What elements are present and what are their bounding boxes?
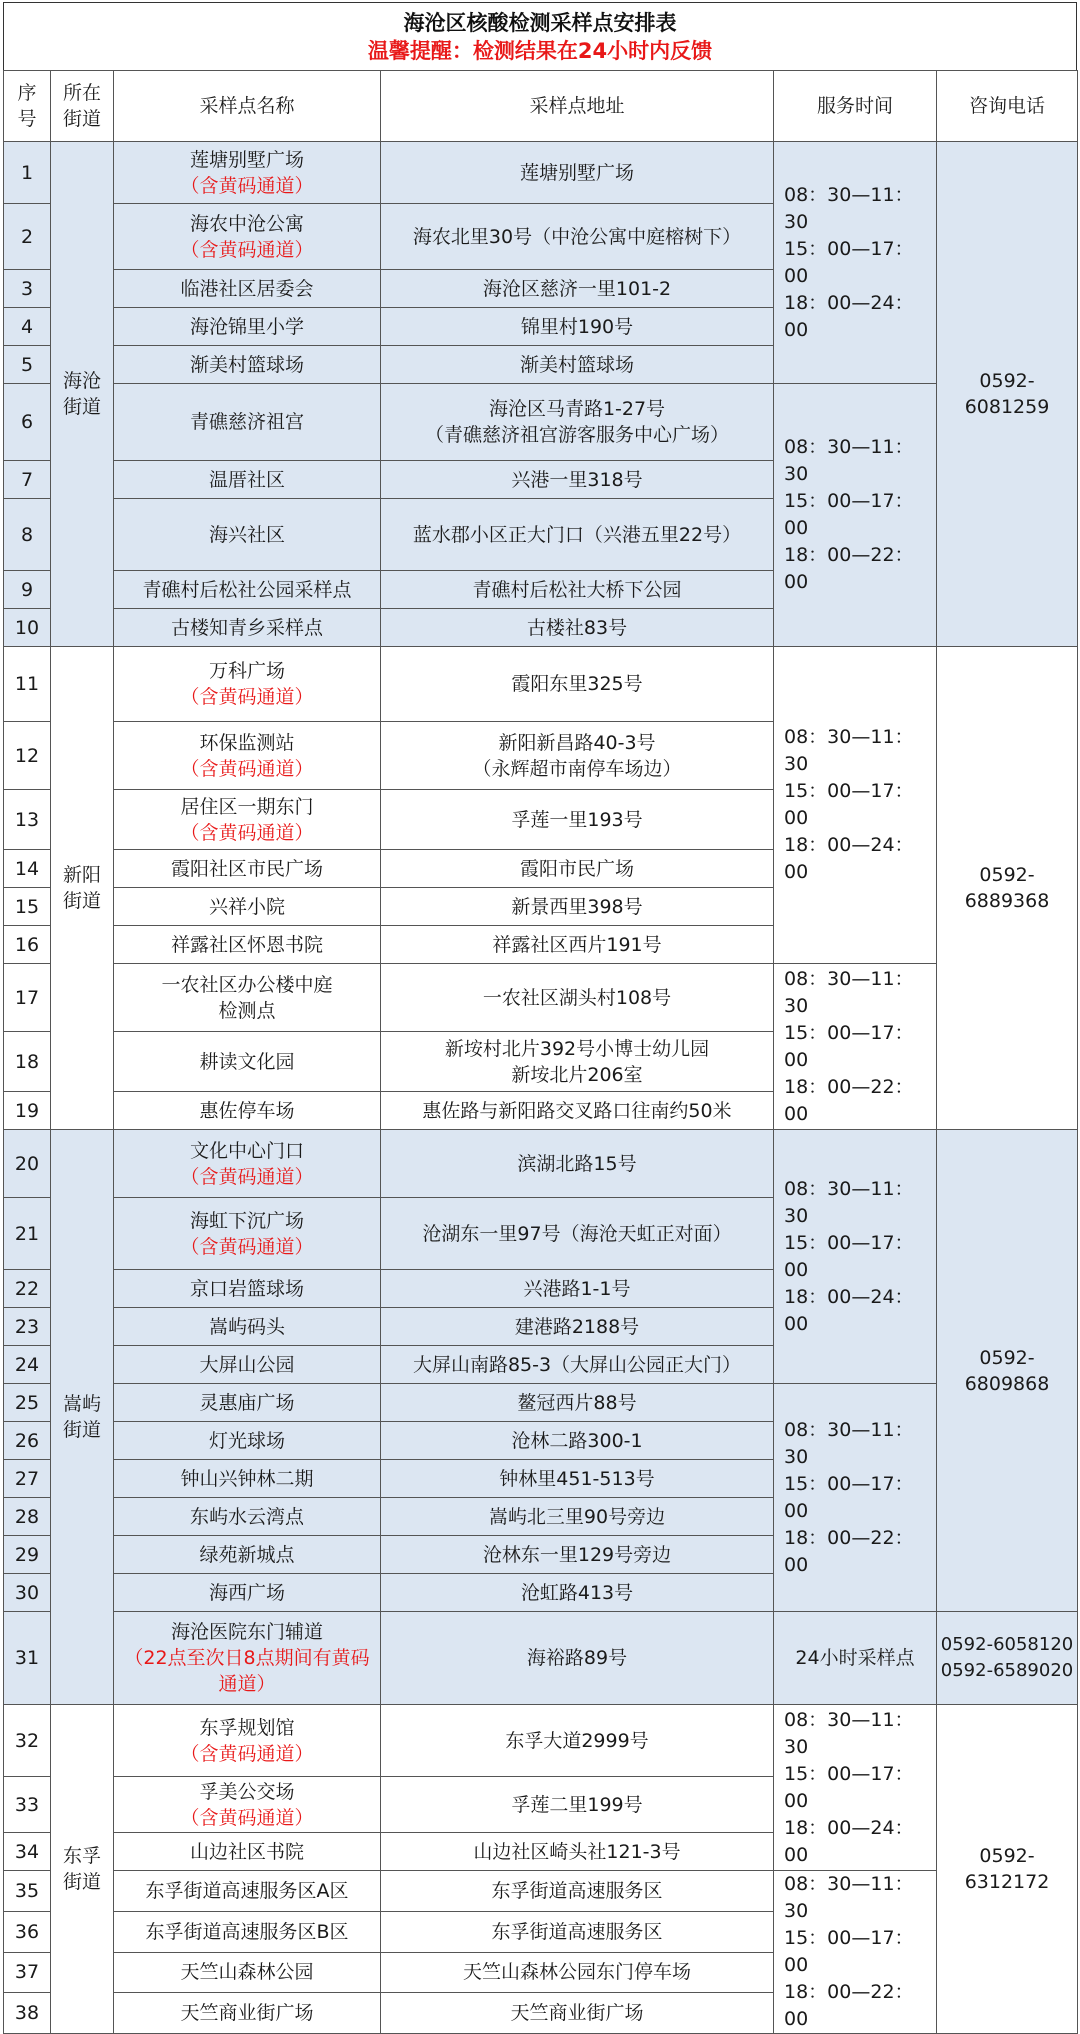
site-name: 青礁慈济祖宫	[114, 384, 381, 461]
phone-cell-hospital: 0592-6058120 0592-6589020	[937, 1612, 1078, 1705]
site-address: 海沧区马青路1-27号 （青礁慈济祖宫游客服务中心广场）	[381, 384, 774, 461]
site-address: 兴港路1-1号	[381, 1270, 774, 1308]
title-block	[3, 2, 1077, 70]
site-name: 京口岩篮球场	[114, 1270, 381, 1308]
table-row	[4, 1871, 1078, 1912]
row-no: 15	[4, 888, 51, 926]
site-address: 山边社区崎头社121-3号	[381, 1833, 774, 1871]
site-address: 孚莲一里193号	[381, 790, 774, 850]
site-address: 东孚街道高速服务区	[381, 1911, 774, 1952]
page-title: 海沧区核酸检测采样点安排表	[403, 11, 677, 35]
row-no: 36	[4, 1911, 51, 1952]
row-no: 7	[4, 461, 51, 499]
row-no: 25	[4, 1384, 51, 1422]
service-time: 08：30—11：30 15：00—17：00 18：00—24：00	[774, 1130, 937, 1384]
header-phone: 咨询电话	[937, 71, 1078, 142]
sampling-table	[3, 70, 1078, 2034]
row-no: 4	[4, 308, 51, 346]
site-address: 海裕路89号	[381, 1612, 774, 1705]
row-no: 22	[4, 1270, 51, 1308]
site-name: 山边社区书院	[114, 1833, 381, 1871]
row-no: 12	[4, 722, 51, 790]
site-name: 海沧锦里小学	[114, 308, 381, 346]
row-no: 17	[4, 964, 51, 1032]
service-time: 08：30—11：30 15：00—17：00 18：00—22：00	[774, 964, 937, 1130]
site-address: 沧林东一里129号旁边	[381, 1536, 774, 1574]
row-no: 19	[4, 1092, 51, 1130]
site-address: 青礁村后松社大桥下公园	[381, 571, 774, 609]
site-name: 灵惠庙广场	[114, 1384, 381, 1422]
row-no: 3	[4, 270, 51, 308]
header-address: 采样点地址	[381, 71, 774, 142]
site-name: 耕读文化园	[114, 1032, 381, 1092]
group-haicang	[4, 142, 1078, 647]
site-name: 东屿水云湾点	[114, 1498, 381, 1536]
street-cell: 新阳 街道	[51, 647, 114, 1130]
site-name: 渐美村篮球场	[114, 346, 381, 384]
row-no: 16	[4, 926, 51, 964]
site-name: 惠佐停车场	[114, 1092, 381, 1130]
site-name: 东孚街道高速服务区A区	[114, 1871, 381, 1912]
service-time: 08：30—11：30 15：00—17：00 18：00—22：00	[774, 1871, 937, 2034]
site-name: 大屏山公园	[114, 1346, 381, 1384]
site-address: 沧湖东一里97号（海沧天虹正对面）	[381, 1198, 774, 1270]
site-name: 天竺山森林公园	[114, 1952, 381, 1993]
row-no: 8	[4, 499, 51, 571]
row-no: 5	[4, 346, 51, 384]
site-address: 沧虹路413号	[381, 1574, 774, 1612]
header-row	[4, 71, 1078, 142]
site-name: 青礁村后松社公园采样点	[114, 571, 381, 609]
site-address: 兴港一里318号	[381, 461, 774, 499]
phone-cell: 0592-6081259	[937, 142, 1078, 647]
site-name: 绿苑新城点	[114, 1536, 381, 1574]
site-name: 临港社区居委会	[114, 270, 381, 308]
row-no: 9	[4, 571, 51, 609]
row-no: 24	[4, 1346, 51, 1384]
site-address: 祥露社区西片191号	[381, 926, 774, 964]
site-address: 东孚大道2999号	[381, 1705, 774, 1777]
row-no: 6	[4, 384, 51, 461]
site-address: 鳌冠西片88号	[381, 1384, 774, 1422]
row-no: 26	[4, 1422, 51, 1460]
site-address: 新垵村北片392号小博士幼儿园 新垵北片206室	[381, 1032, 774, 1092]
row-no: 20	[4, 1130, 51, 1198]
row-no: 18	[4, 1032, 51, 1092]
service-time-24h: 24小时采样点	[774, 1612, 937, 1705]
site-address: 大屏山南路85-3（大屏山公园正大门）	[381, 1346, 774, 1384]
service-time: 08：30—11：30 15：00—17：00 18：00—24：00	[774, 1705, 937, 1871]
site-address: 钟林里451-513号	[381, 1460, 774, 1498]
service-time: 08：30—11：30 15：00—17：00 18：00—24：00	[774, 142, 937, 384]
site-address: 霞阳东里325号	[381, 647, 774, 722]
row-no: 21	[4, 1198, 51, 1270]
site-name: 孚美公交场 （含黄码通道）	[114, 1777, 381, 1833]
service-time: 08：30—11：30 15：00—17：00 18：00—24：00	[774, 647, 937, 964]
site-name: 海虹下沉广场 （含黄码通道）	[114, 1198, 381, 1270]
row-no: 31	[4, 1612, 51, 1705]
site-address: 一农社区湖头村108号	[381, 964, 774, 1032]
phone-cell: 0592-6889368	[937, 647, 1078, 1130]
site-address: 建港路2188号	[381, 1308, 774, 1346]
site-name: 海沧医院东门辅道 （22点至次日8点期间有黄码 通道）	[114, 1612, 381, 1705]
table-row	[4, 142, 1078, 204]
row-no: 23	[4, 1308, 51, 1346]
row-no: 38	[4, 1993, 51, 2034]
site-address: 嵩屿北三里90号旁边	[381, 1498, 774, 1536]
row-no: 35	[4, 1871, 51, 1912]
table-row	[4, 1130, 1078, 1198]
site-name: 海农中沧公寓 （含黄码通道）	[114, 204, 381, 270]
row-no: 14	[4, 850, 51, 888]
site-address: 霞阳市民广场	[381, 850, 774, 888]
schedule-sheet	[3, 2, 1077, 2034]
site-address: 锦里村190号	[381, 308, 774, 346]
site-address: 滨湖北路15号	[381, 1130, 774, 1198]
site-address: 天竺商业街广场	[381, 1993, 774, 2034]
site-address: 蓝水郡小区正大门口（兴港五里22号）	[381, 499, 774, 571]
site-name: 海西广场	[114, 1574, 381, 1612]
street-cell: 嵩屿 街道	[51, 1130, 114, 1705]
row-no: 37	[4, 1952, 51, 1993]
site-name: 海兴社区	[114, 499, 381, 571]
table-row	[4, 1612, 1078, 1705]
site-name: 东孚街道高速服务区B区	[114, 1911, 381, 1952]
header-name: 采样点名称	[114, 71, 381, 142]
street-cell: 海沧 街道	[51, 142, 114, 647]
group-songyu	[4, 1130, 1078, 1705]
table-row	[4, 647, 1078, 722]
site-address: 莲塘别墅广场	[381, 142, 774, 204]
row-no: 29	[4, 1536, 51, 1574]
row-no: 1	[4, 142, 51, 204]
row-no: 33	[4, 1777, 51, 1833]
site-name: 居住区一期东门 （含黄码通道）	[114, 790, 381, 850]
header-seq: 序 号	[4, 71, 51, 142]
site-address: 海农北里30号（中沧公寓中庭榕树下）	[381, 204, 774, 270]
table-row	[4, 1384, 1078, 1422]
group-dongfu	[4, 1705, 1078, 2034]
row-no: 27	[4, 1460, 51, 1498]
row-no: 28	[4, 1498, 51, 1536]
row-no: 2	[4, 204, 51, 270]
site-name: 天竺商业街广场	[114, 1993, 381, 2034]
site-address: 东孚街道高速服务区	[381, 1871, 774, 1912]
site-address: 渐美村篮球场	[381, 346, 774, 384]
row-no: 32	[4, 1705, 51, 1777]
street-cell: 东孚 街道	[51, 1705, 114, 2034]
site-address: 天竺山森林公园东门停车场	[381, 1952, 774, 1993]
site-name: 温厝社区	[114, 461, 381, 499]
site-address: 新阳新昌路40-3号 （永辉超市南停车场边）	[381, 722, 774, 790]
row-no: 30	[4, 1574, 51, 1612]
site-name: 古楼知青乡采样点	[114, 609, 381, 647]
site-name: 东孚规划馆 （含黄码通道）	[114, 1705, 381, 1777]
row-no: 10	[4, 609, 51, 647]
site-name: 灯光球场	[114, 1422, 381, 1460]
service-time: 08：30—11：30 15：00—17：00 18：00—22：00	[774, 1384, 937, 1612]
row-no: 13	[4, 790, 51, 850]
group-xinyang	[4, 647, 1078, 1130]
site-address: 海沧区慈济一里101-2	[381, 270, 774, 308]
service-time: 08：30—11：30 15：00—17：00 18：00—22：00	[774, 384, 937, 647]
site-name: 嵩屿码头	[114, 1308, 381, 1346]
table-row	[4, 964, 1078, 1032]
site-name: 莲塘别墅广场 （含黄码通道）	[114, 142, 381, 204]
site-name: 祥露社区怀恩书院	[114, 926, 381, 964]
phone-cell: 0592-6312172	[937, 1705, 1078, 2034]
header-street: 所在 街道	[51, 71, 114, 142]
phone-cell: 0592-6809868	[937, 1130, 1078, 1612]
site-address: 惠佐路与新阳路交叉路口往南约50米	[381, 1092, 774, 1130]
row-no: 34	[4, 1833, 51, 1871]
table-row	[4, 1705, 1078, 1777]
site-name: 万科广场 （含黄码通道）	[114, 647, 381, 722]
site-name: 钟山兴钟林二期	[114, 1460, 381, 1498]
site-name: 兴祥小院	[114, 888, 381, 926]
site-name: 一农社区办公楼中庭 检测点	[114, 964, 381, 1032]
site-name: 文化中心门口 （含黄码通道）	[114, 1130, 381, 1198]
site-address: 沧林二路300-1	[381, 1422, 774, 1460]
header-time: 服务时间	[774, 71, 937, 142]
row-no: 11	[4, 647, 51, 722]
site-name: 环保监测站 （含黄码通道）	[114, 722, 381, 790]
site-address: 新景西里398号	[381, 888, 774, 926]
notice-text: 温馨提醒：检测结果在24小时内反馈	[367, 39, 713, 63]
site-address: 孚莲二里199号	[381, 1777, 774, 1833]
table-row	[4, 384, 1078, 461]
site-address: 古楼社83号	[381, 609, 774, 647]
site-name: 霞阳社区市民广场	[114, 850, 381, 888]
